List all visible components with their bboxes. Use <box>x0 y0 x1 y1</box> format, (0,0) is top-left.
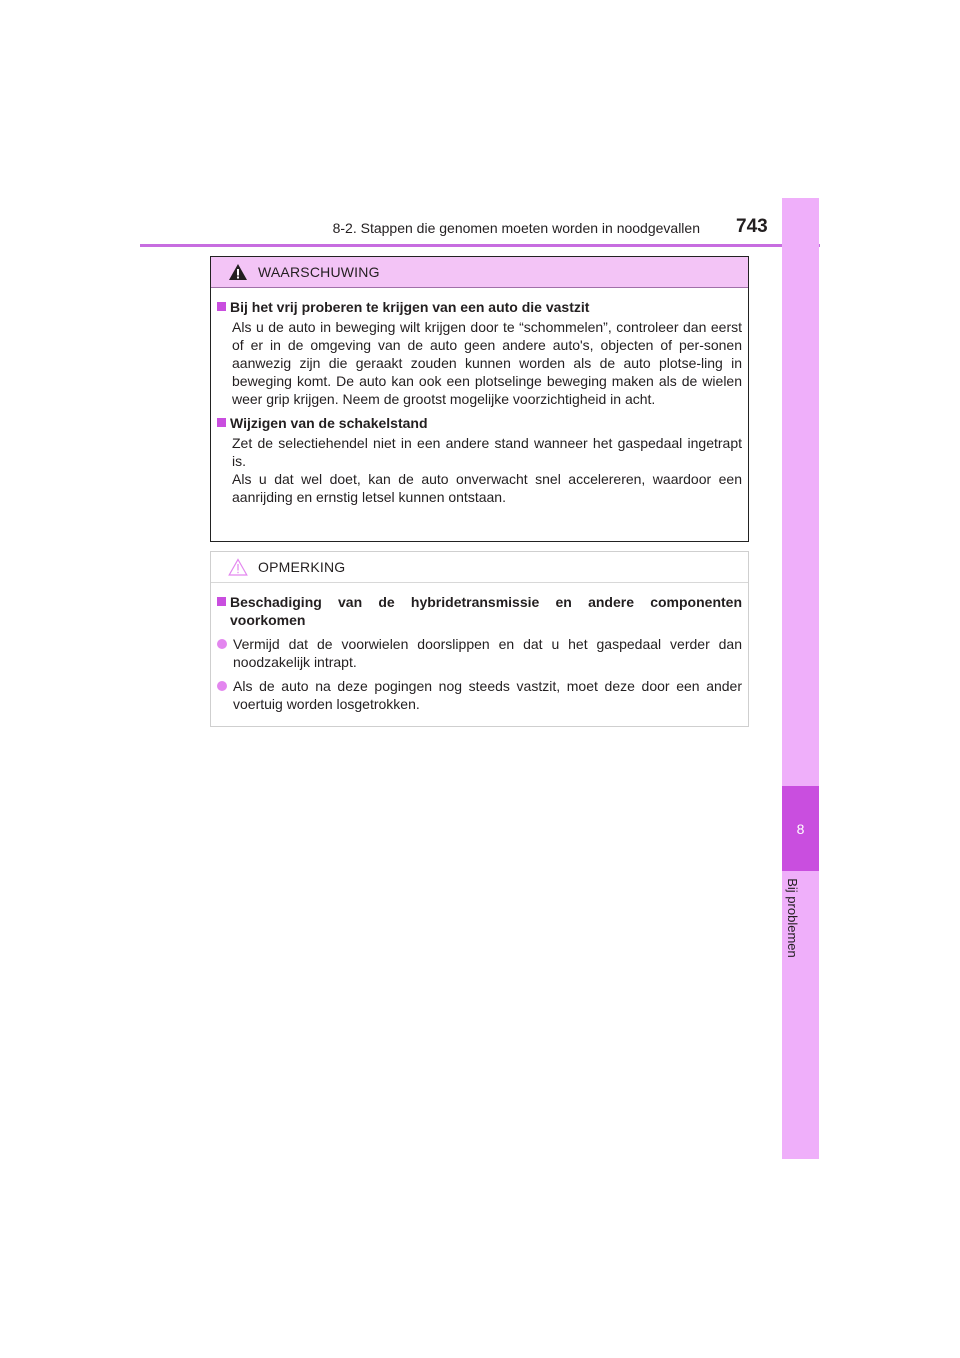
round-bullet-icon <box>217 681 227 691</box>
notice-bullet <box>217 677 742 713</box>
notice-bullet-text: Als de auto na deze pogingen nog steeds vastzit, moet deze door een ander voertuig worden losgetrokken. <box>233 678 742 712</box>
notice-header <box>211 552 748 583</box>
chapter-side-tab <box>782 198 819 1159</box>
chapter-label: Bij problemen <box>785 878 800 958</box>
notice-bullet <box>217 635 742 671</box>
section-title: 8-2. Stappen die genomen moeten worden in noodgevallen <box>332 220 700 236</box>
header-divider <box>140 244 820 247</box>
warning-paragraph: Zet de selectiehendel niet in een andere stand wanneer het gaspedaal ingetrapt is. <box>232 435 742 469</box>
warning-heading: Bij het vrij proberen te krijgen van een auto die vastzit <box>230 299 590 315</box>
warning-heading: Wijzigen van de schakelstand <box>230 415 428 431</box>
warning-title: WAARSCHUWING <box>258 264 380 280</box>
warning-section-shift <box>217 414 742 506</box>
warning-header <box>211 257 748 288</box>
notice-section <box>217 593 742 713</box>
round-bullet-icon <box>217 639 227 649</box>
warning-paragraph: Als u dat wel doet, kan de auto onverwacht snel accelereren, waardoor een aanrijding en ernstig letsel kunnen ontstaan. <box>232 471 742 505</box>
notice-box <box>210 551 749 727</box>
warning-box <box>210 256 749 542</box>
warning-section-stuck <box>217 298 742 408</box>
warning-paragraph: Als u de auto in beweging wilt krijgen door te “schommelen”, controleer dan eerst of er in de omgeving van de auto geen andere auto's, objecten of per-sonen aanwezig zijn die geraakt zouden kunnen worden als de auto plotse-ling in beweging komt. De auto kan ook een plotselinge beweging maken als de wielen weer grip krijgen. Neem de grootst mogelijke voorzichtigheid in acht. <box>232 319 742 407</box>
chapter-number: 8 <box>782 786 819 871</box>
square-bullet-icon <box>217 418 226 427</box>
caution-triangle-outline-icon <box>228 558 248 576</box>
notice-heading-line2: voorkomen <box>230 612 306 628</box>
square-bullet-icon <box>217 597 226 606</box>
notice-bullet-text: Vermijd dat de voorwielen doorslippen en dat u het gaspedaal verder dan noodzakelijk intrapt. <box>233 636 742 670</box>
notice-title: OPMERKING <box>258 559 346 575</box>
warning-triangle-icon <box>228 263 248 281</box>
square-bullet-icon <box>217 302 226 311</box>
page-number: 743 <box>736 216 768 237</box>
notice-heading-line1: Beschadiging van de hybridetransmissie en andere componenten <box>230 594 742 610</box>
